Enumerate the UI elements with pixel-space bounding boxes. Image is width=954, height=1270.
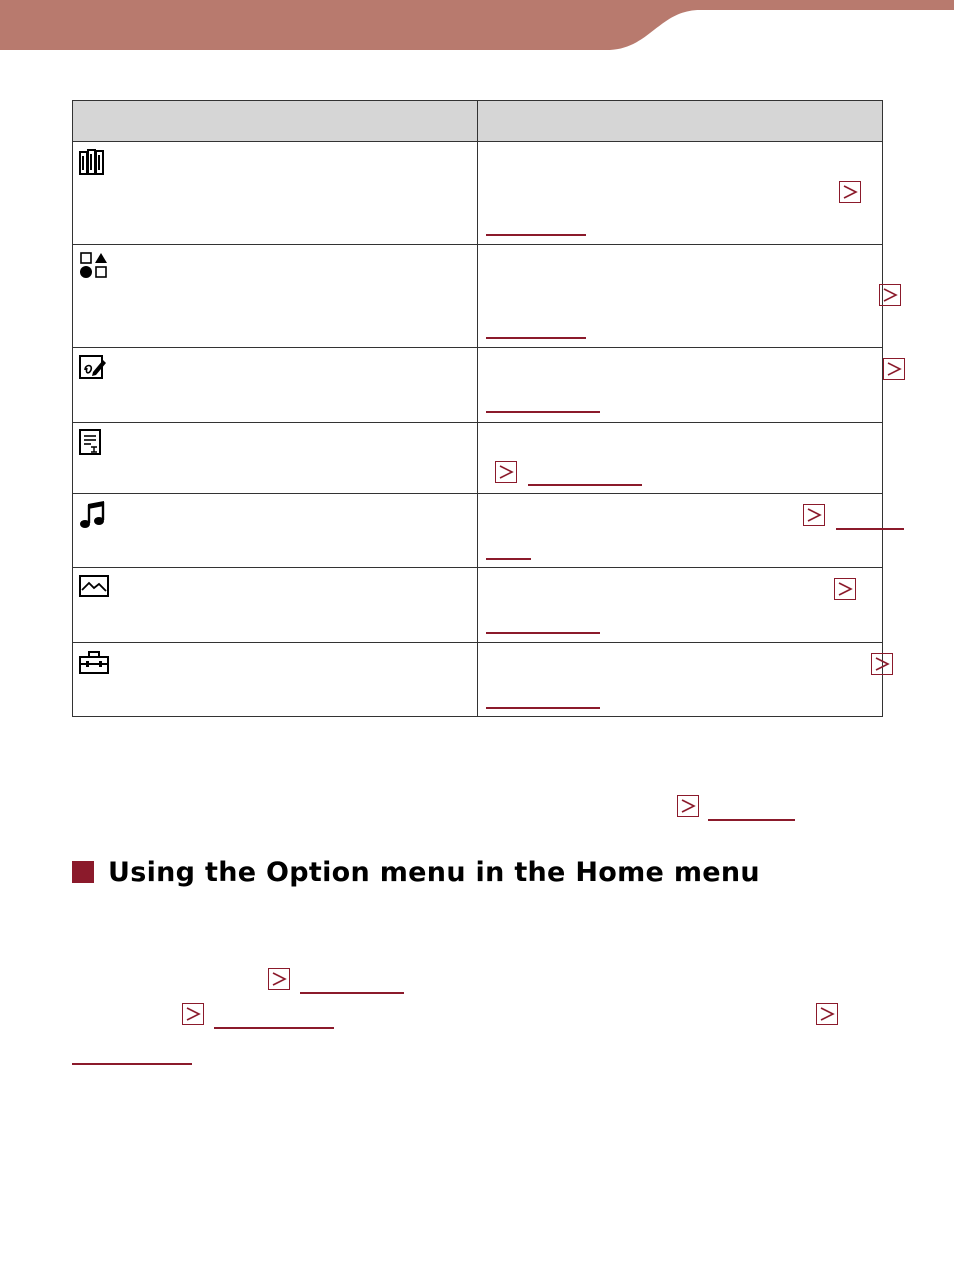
table-cell-icon: [73, 643, 478, 717]
page-ref-arrow-icon[interactable]: [182, 1003, 204, 1025]
section-title: Using the Option menu in the Home menu: [108, 856, 760, 888]
page-ref-arrow-icon[interactable]: [879, 284, 901, 306]
page-ref-arrow-icon[interactable]: [495, 461, 517, 483]
toolbox-icon: [79, 649, 111, 682]
page-ref-arrow-icon[interactable]: [677, 795, 699, 817]
page-ref-link[interactable]: [836, 528, 904, 530]
page-ref-arrow-icon[interactable]: [839, 181, 861, 203]
table-row: [73, 494, 883, 568]
page-ref-link[interactable]: [486, 337, 586, 339]
page-ref-arrow-icon[interactable]: [268, 968, 290, 990]
page-ref-link[interactable]: [486, 707, 600, 709]
table-row: [73, 245, 883, 348]
table-cell-description: [478, 494, 883, 568]
picture-icon: [79, 574, 111, 603]
books-icon: [79, 148, 109, 181]
page-ref-link[interactable]: [486, 411, 600, 413]
table-cell-description: [478, 348, 883, 423]
section-heading: [72, 852, 760, 892]
page-ref-link[interactable]: [486, 632, 600, 634]
table-cell-description: [478, 568, 883, 643]
page-ref-arrow-icon[interactable]: [871, 653, 893, 675]
table-row: [73, 423, 883, 494]
page-ref-link[interactable]: [72, 1063, 192, 1065]
table-row: [73, 568, 883, 643]
table-cell-icon: [73, 348, 478, 423]
table-cell-icon: [73, 245, 478, 348]
table-cell-description: [478, 245, 883, 348]
page-ref-link[interactable]: [214, 1027, 334, 1029]
table-row: [73, 348, 883, 423]
table-cell-icon: [73, 423, 478, 494]
table-row: [73, 142, 883, 245]
page-ref-arrow-icon[interactable]: [883, 358, 905, 380]
table-header-cell: [73, 101, 478, 142]
page-ref-link[interactable]: [300, 992, 404, 994]
text-document-icon: [79, 429, 105, 462]
page-ref-link[interactable]: [486, 558, 531, 560]
page-ref-arrow-icon[interactable]: [816, 1003, 838, 1025]
table-cell-description: [478, 643, 883, 717]
section-bullet-icon: [72, 861, 94, 883]
music-note-icon: [79, 500, 107, 535]
page-ref-arrow-icon[interactable]: [834, 578, 856, 600]
table-cell-icon: [73, 494, 478, 568]
table-header-cell: [478, 101, 883, 142]
page-ref-arrow-icon[interactable]: [803, 504, 825, 526]
table-cell-description: [478, 142, 883, 245]
table-cell-description: [478, 423, 883, 494]
page-ref-link[interactable]: [528, 484, 642, 486]
page-ref-link[interactable]: [486, 234, 586, 236]
table-row: [73, 643, 883, 717]
table-header-row: [73, 101, 883, 142]
table-cell-icon: [73, 142, 478, 245]
notepad-pen-icon: [79, 354, 109, 387]
header-band: [0, 0, 954, 52]
shapes-icon: [79, 251, 111, 286]
home-menu-table: [72, 100, 883, 717]
table-cell-icon: [73, 568, 478, 643]
page-ref-link[interactable]: [708, 819, 795, 821]
